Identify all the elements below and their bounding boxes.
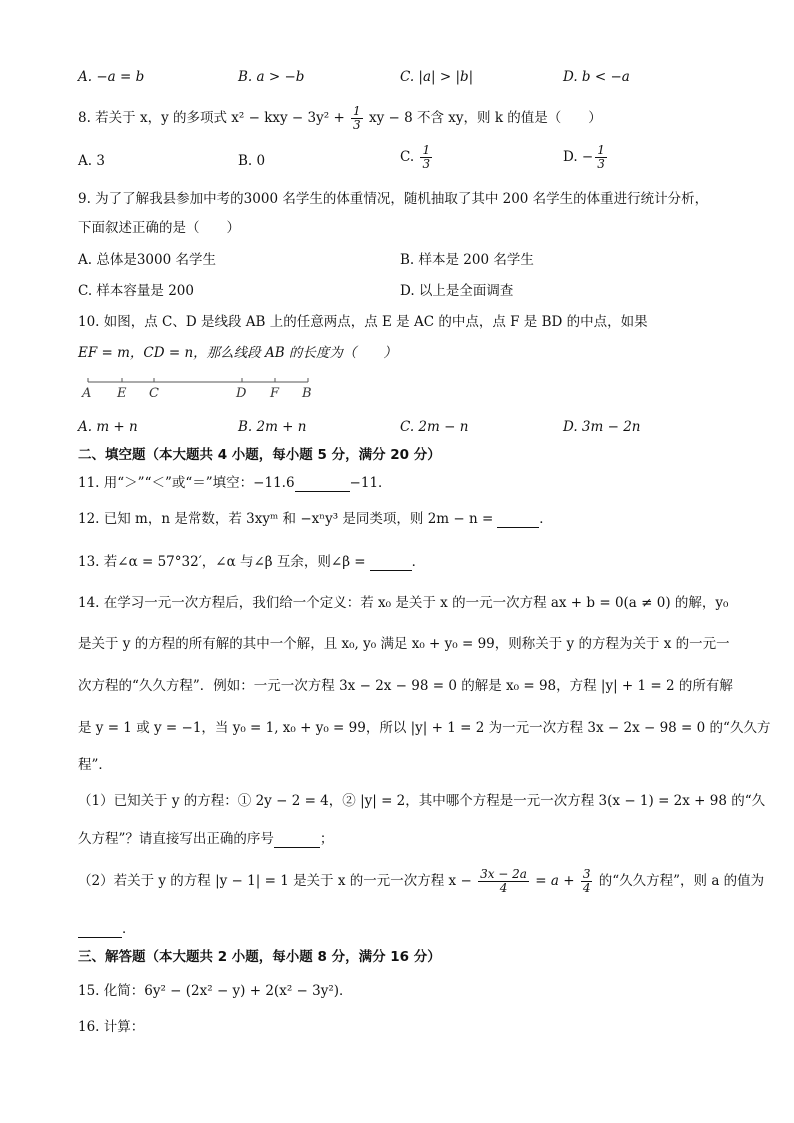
q14-sub2-frac-num: 3x − 2a (480, 867, 527, 881)
q9-option-d: D. 以上是全面调查 (400, 283, 514, 299)
q12-answer-blank[interactable] (497, 513, 539, 528)
q8-option-c-den: 3 (422, 157, 431, 171)
q10-option-a: A. m + n (78, 419, 138, 435)
q14-line-4: 是 y = 1 或 y = −1，当 y₀ = 1, x₀ + y₀ = 99，所以 |y| + 1 = 2 为一元一次方程 3x − 2x − 98 = 0 的“久久方 (78, 720, 771, 736)
q14-sub2-frac2-den: 4 (582, 881, 591, 895)
q11-answer-blank[interactable] (295, 477, 350, 492)
point-e-label: E (117, 386, 127, 401)
q10-line-1: 10. 如图，点 C、D 是线段 AB 上的任意两点，点 E 是 AC 的中点，点 F 是 BD 的中点，如果 (78, 314, 648, 330)
q14-sub1-end: ； (319, 831, 334, 847)
q14-sub2-answer-line (78, 920, 136, 938)
q9-option-c: C. 样本容量是 200 (78, 283, 194, 299)
q10-option-d: D. 3m − 2n (563, 419, 641, 435)
q9-line-1: 9. 为了了解我县参加中考的3000 名学生的体重情况，随机抽取了其中 200 名学生的体重进行统计分析， (78, 191, 709, 207)
section-2-title: 二、填空题（本大题共 4 小题，每小题 5 分，满分 20 分） (78, 447, 441, 463)
q8-option-d-fraction (595, 144, 607, 171)
q15: 15. 化简：6y² − (2x² − y) + 2(x² − 3y²)． (78, 983, 353, 999)
q8-option-b: B. 0 (238, 153, 266, 169)
q10-line-2: EF = m，CD = n，那么线段 AB 的长度为（ ） (78, 345, 397, 361)
q13 (78, 553, 425, 571)
q14-sub2 (78, 864, 764, 898)
q8-option-c-label: C. (400, 149, 415, 165)
q9-line-2: 下面叙述正确的是（ ） (78, 220, 240, 236)
q14-line-2: 是关于 y 的方程的所有解的其中一个解，且 x₀, y₀ 满足 x₀ + y₀ = 99，则称关于 y 的方程为关于 x 的一元一 (78, 636, 730, 652)
q9-option-a: A. 总体是3000 名学生 (78, 252, 216, 268)
q7-option-c: C. |a| > |b| (400, 69, 474, 85)
q14-line-5: 程”． (78, 757, 112, 773)
point-f-label: F (270, 386, 280, 401)
point-d-label: D (236, 386, 247, 401)
q12 (78, 510, 553, 528)
point-b-label: B (302, 386, 312, 401)
q8-option-c (400, 143, 434, 171)
section-3-title: 三、解答题（本大题共 2 小题，每小题 8 分，满分 16 分） (78, 949, 441, 965)
q11 (78, 474, 392, 492)
q10-option-b: B. 2m + n (238, 419, 307, 435)
q14-sub1-text: 久方程”？请直接写出正确的序号 (78, 831, 274, 847)
q8-option-d-label: D. − (563, 149, 594, 165)
q14-sub2-fraction (478, 868, 529, 895)
q8-option-d (563, 143, 609, 171)
point-a-label: A (82, 386, 92, 401)
q16: 16. 计算： (78, 1019, 145, 1035)
q11-suffix: −11． (349, 475, 392, 491)
q8-frac-den: 3 (353, 118, 361, 132)
q8-option-c-num: 1 (422, 143, 431, 157)
point-c-label: C (149, 386, 159, 401)
q13-answer-blank[interactable] (370, 556, 412, 571)
q14-sub2-suffix: 的“久久方程”，则 a 的值为 (598, 873, 765, 889)
q14-sub2-frac-den: 4 (499, 881, 508, 895)
q12-suffix: ． (539, 511, 553, 527)
q14-sub2-fraction-2 (581, 868, 593, 895)
q14-line-3: 次方程的“久久方程”．例如：一元一次方程 3x − 2x − 98 = 0 的解是 x₀ = 98，方程 |y| + 1 = 2 的所有解 (78, 678, 733, 694)
q14-sub1-line-2 (78, 830, 333, 848)
q7-option-b: B. a > −b (238, 69, 305, 85)
q13-suffix: ． (411, 554, 426, 570)
q12-prefix: 12. 已知 m，n 是常数，若 3xyᵐ 和 −xⁿy³ 是同类项，则 2m − n = (78, 511, 494, 527)
q7-option-a: A. −a = b (78, 69, 145, 85)
q8-prefix: 8. 若关于 x，y 的多项式 x² − kxy − 3y² + (78, 110, 345, 126)
q14-sub2-frac2-num: 3 (582, 867, 591, 881)
q14-sub2-prefix: （2）若关于 y 的方程 |y − 1| = 1 是关于 x 的一元一次方程 x − (78, 873, 472, 889)
q11-prefix: 11. 用“＞”“＜”或“＝”填空：−11.6 (78, 475, 295, 491)
q10-option-c: C. 2m − n (400, 419, 469, 435)
q8-fraction (351, 105, 363, 132)
q13-prefix: 13. 若∠α = 57°32′，∠α 与∠β 互余，则∠β = (78, 554, 366, 570)
q8-stem (78, 104, 602, 132)
segment-figure (80, 374, 320, 404)
q8-suffix: xy − 8 不含 xy，则 k 的值是（ ） (368, 110, 602, 126)
q14-sub2-end: ． (122, 921, 136, 937)
q14-line-1: 14. 在学习一元一次方程后，我们给一个定义：若 x₀ 是关于 x 的一元一次方程 ax + b = 0(a ≠ 0) 的解，y₀ (78, 595, 729, 611)
q8-option-a: A. 3 (78, 153, 105, 169)
q8-option-c-fraction (420, 144, 432, 171)
q7-option-d: D. b < −a (563, 69, 630, 85)
q8-option-d-num: 1 (597, 143, 605, 157)
q9-option-b: B. 样本是 200 名学生 (400, 252, 534, 268)
q8-frac-num: 1 (353, 104, 361, 118)
q14-sub2-mid: = a + (535, 873, 575, 889)
q14-sub1-line-1: （1）已知关于 y 的方程：① 2y − 2 = 4，② |y| = 2，其中哪个方程是一元一次方程 3(x − 1) = 2x + 98 的“久 (78, 793, 766, 809)
q14-sub1-answer-blank[interactable] (274, 833, 320, 848)
q14-sub2-answer-blank[interactable] (78, 923, 122, 938)
q8-option-d-den: 3 (597, 157, 605, 171)
